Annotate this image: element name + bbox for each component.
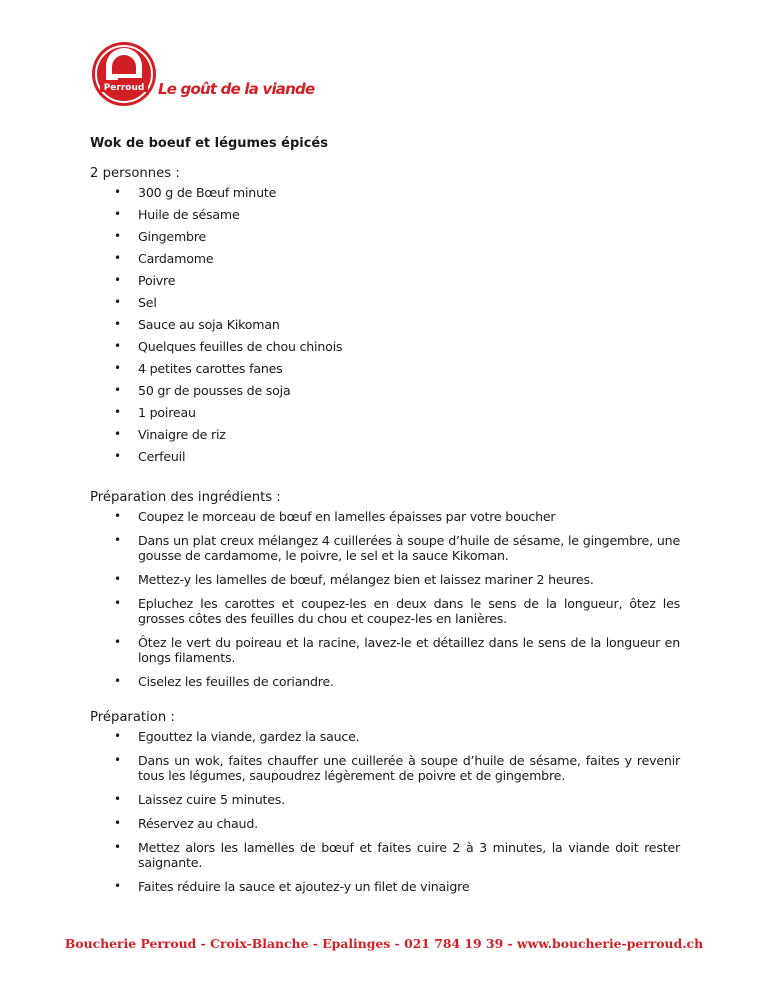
ingredient-item: • 4 petites carottes fanes — [90, 361, 680, 376]
ingredient-item: • Sel — [90, 295, 680, 310]
logo-wordmark: Perroud — [103, 83, 145, 93]
ingredient-item: • Cerfeuil — [90, 449, 680, 464]
prep-step: • Mettez-y les lamelles de bœuf, mélangez bien et laissez mariner 2 heures. — [90, 572, 680, 587]
brand-logo — [90, 40, 315, 112]
ingredients-list — [90, 185, 680, 464]
ingredient-item: • Poivre — [90, 273, 680, 288]
prep-step: • Ôtez le vert du poireau et la racine, lavez-le et détaillez dans le sens de la longueur en longs filaments. — [90, 635, 680, 665]
ingredient-item: • Gingembre — [90, 229, 680, 244]
recipe-title: Wok de boeuf et légumes épicés — [90, 136, 328, 151]
prep-step: • Coupez le morceau de bœuf en lamelles épaisses par votre boucher — [90, 509, 680, 524]
ingredient-item: • Sauce au soja Kikoman — [90, 317, 680, 332]
cooking-step: • Faites réduire la sauce et ajoutez-y un filet de vinaigre — [90, 879, 680, 894]
preparation-list — [90, 729, 680, 894]
prep-step: • Dans un plat creux mélangez 4 cuillerées à soupe d’huile de sésame, le gingembre, une gousse de cardamome, le poivre, le sel et la sauce Kikoman. — [90, 533, 680, 563]
prep-step: • Epluchez les carottes et coupez-les en deux dans le sens de la longueur, ôtez les grosses côtes des feuilles du chou et coupez-les en lanières. — [90, 596, 680, 626]
ingredient-item: • Quelques feuilles de chou chinois — [90, 339, 680, 354]
ingredient-item: • 300 g de Bœuf minute — [90, 185, 680, 200]
perroud-logo-icon — [90, 40, 162, 112]
page-footer: Boucherie Perroud - Croix-Blanche - Epalinges - 021 784 19 39 - www.boucherie-perroud.ch — [64, 936, 704, 951]
prep-step: • Ciselez les feuilles de coriandre. — [90, 674, 680, 689]
cooking-step: • Laissez cuire 5 minutes. — [90, 792, 680, 807]
ingredient-item: • 50 gr de pousses de soja — [90, 383, 680, 398]
brand-tagline: Le goût de la viande — [158, 80, 315, 98]
ingredients-section — [90, 166, 680, 471]
cooking-step: • Dans un wok, faites chauffer une cuillerée à soupe d’huile de sésame, faites y revenir tous les légumes, saupoudrez légèrement de poivre et de gingembre. — [90, 753, 680, 783]
prep-ingredients-list — [90, 509, 680, 689]
ingredient-item: • Cardamome — [90, 251, 680, 266]
ingredient-item: • Vinaigre de riz — [90, 427, 680, 442]
ingredient-item: • Huile de sésame — [90, 207, 680, 222]
servings-label: 2 personnes : — [90, 166, 180, 181]
cooking-step: • Mettez alors les lamelles de bœuf et faites cuire 2 à 3 minutes, la viande doit rester saignante. — [90, 840, 680, 870]
cooking-step: • Egouttez la viande, gardez la sauce. — [90, 729, 680, 744]
cooking-step: • Réservez au chaud. — [90, 816, 680, 831]
ingredient-item: • 1 poireau — [90, 405, 680, 420]
prep-ingredients-heading: Préparation des ingrédients : — [90, 490, 281, 505]
preparation-section — [90, 710, 680, 903]
preparation-heading: Préparation : — [90, 710, 175, 725]
prep-ingredients-section — [90, 490, 680, 698]
